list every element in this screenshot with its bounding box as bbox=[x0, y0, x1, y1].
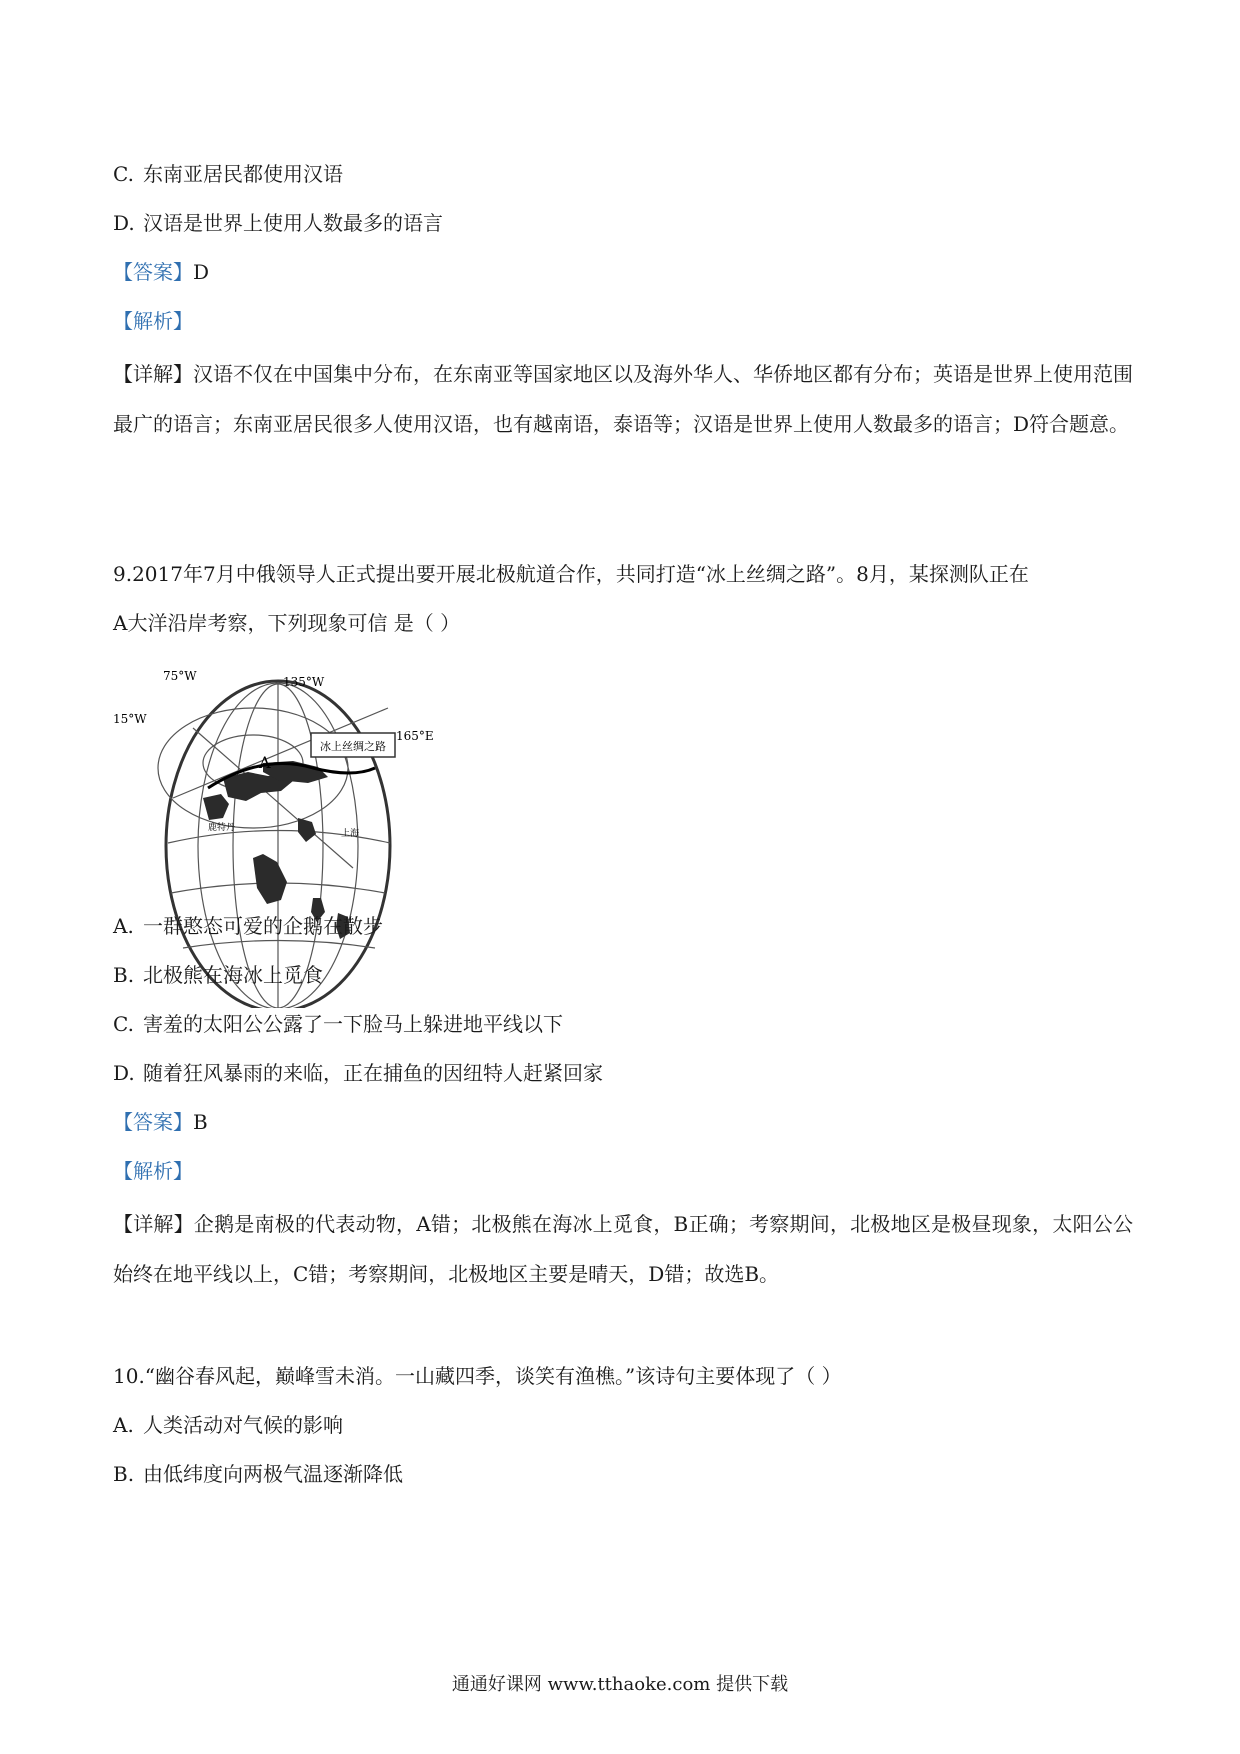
option-text: 北极熊在海冰上觅食 bbox=[143, 963, 323, 987]
option-text: 汉语是世界上使用人数最多的语言 bbox=[143, 211, 443, 235]
option-text: 由低纬度向两极气温逐渐降低 bbox=[143, 1462, 403, 1486]
detail-text: 汉语不仅在中国集中分布，在东南亚等国家地区以及海外华人、华侨地区都有分布；英语是世界上使用范围最广的语言；东南亚居民很多人使用汉语，也有越南语，泰语等；汉语是世界上使用人数最多的语言；D符合题意。 bbox=[113, 362, 1133, 436]
q9-option-c bbox=[113, 1010, 563, 1038]
q8-option-c bbox=[113, 160, 343, 188]
option-text: 人类活动对气候的影响 bbox=[143, 1413, 343, 1437]
q8-option-d bbox=[113, 209, 443, 237]
q9-answer bbox=[113, 1108, 208, 1136]
label-a: A bbox=[259, 753, 271, 772]
arctic-route-map bbox=[113, 668, 443, 1008]
label-75w: 75°W bbox=[163, 669, 197, 683]
page-footer: 通通好课网 www.tthaoke.com 提供下载 bbox=[451, 1674, 789, 1695]
detail-tag: 【详解】 bbox=[113, 362, 193, 386]
option-text: 害羞的太阳公公露了一下脸马上躲进地平线以下 bbox=[143, 1012, 563, 1036]
option-letter: A. bbox=[113, 1413, 134, 1437]
option-text: 一群憨态可爱的企鹅在散步 bbox=[143, 914, 383, 938]
q8-analysis-tag bbox=[113, 307, 193, 335]
q10-option-a bbox=[113, 1411, 343, 1439]
q9-option-a bbox=[113, 912, 383, 940]
detail-tag: 【详解】 bbox=[113, 1212, 194, 1236]
option-letter: C. bbox=[113, 1012, 134, 1036]
option-letter: C. bbox=[113, 162, 134, 186]
q10-stem: 10.“幽谷春风起，巅峰雪未消。一山藏四季，谈笑有渔樵。”该诗句主要体现了（ ） bbox=[113, 1364, 842, 1388]
label-165e: 165°E bbox=[396, 729, 434, 743]
analysis-tag: 【解析】 bbox=[113, 309, 193, 333]
q9-option-b bbox=[113, 961, 323, 989]
answer-value: B bbox=[193, 1110, 208, 1134]
option-letter: B. bbox=[113, 963, 135, 987]
option-letter: D. bbox=[113, 211, 135, 235]
analysis-tag: 【解析】 bbox=[113, 1159, 193, 1183]
answer-tag: 【答案】 bbox=[113, 260, 193, 284]
meridian-lines bbox=[173, 682, 388, 1008]
label-15w: 15°W bbox=[113, 712, 147, 726]
label-city-2: 上海 bbox=[341, 829, 360, 839]
map-figure bbox=[113, 668, 443, 1008]
q8-answer bbox=[113, 258, 209, 286]
q9-stem-line-1: 9.2017年7月中俄领导人正式提出要开展北极航道合作，共同打造“冰上丝绸之路”。8月，某探测队正在 bbox=[113, 562, 1029, 586]
option-text: 随着狂风暴雨的来临，正在捕鱼的因纽特人赶紧回家 bbox=[143, 1061, 603, 1085]
q9-analysis-tag bbox=[113, 1157, 193, 1185]
option-letter: B. bbox=[113, 1462, 135, 1486]
answer-value: D bbox=[193, 260, 210, 284]
route-label-text: 冰上丝绸之路 bbox=[320, 740, 386, 753]
q10-option-b bbox=[113, 1460, 403, 1488]
q9-option-d bbox=[113, 1059, 603, 1087]
label-city-1: 鹿特丹 bbox=[208, 823, 236, 833]
q8-detail bbox=[113, 349, 1133, 449]
q9-stem-line-2: A大洋沿岸考察，下列现象可信 是（ ） bbox=[113, 611, 461, 635]
option-letter: D. bbox=[113, 1061, 135, 1085]
q9-detail bbox=[113, 1199, 1133, 1299]
label-135w: 135°W bbox=[283, 675, 325, 689]
option-text: 东南亚居民都使用汉语 bbox=[143, 162, 343, 186]
option-letter: A. bbox=[113, 914, 134, 938]
detail-text: 企鹅是南极的代表动物，A错；北极熊在海冰上觅食，B正确；考察期间，北极地区是极昼现象，太阳公公始终在地平线以上，C错；考察期间，北极地区主要是晴天，D错；故选B。 bbox=[113, 1212, 1134, 1286]
answer-tag: 【答案】 bbox=[113, 1110, 193, 1134]
